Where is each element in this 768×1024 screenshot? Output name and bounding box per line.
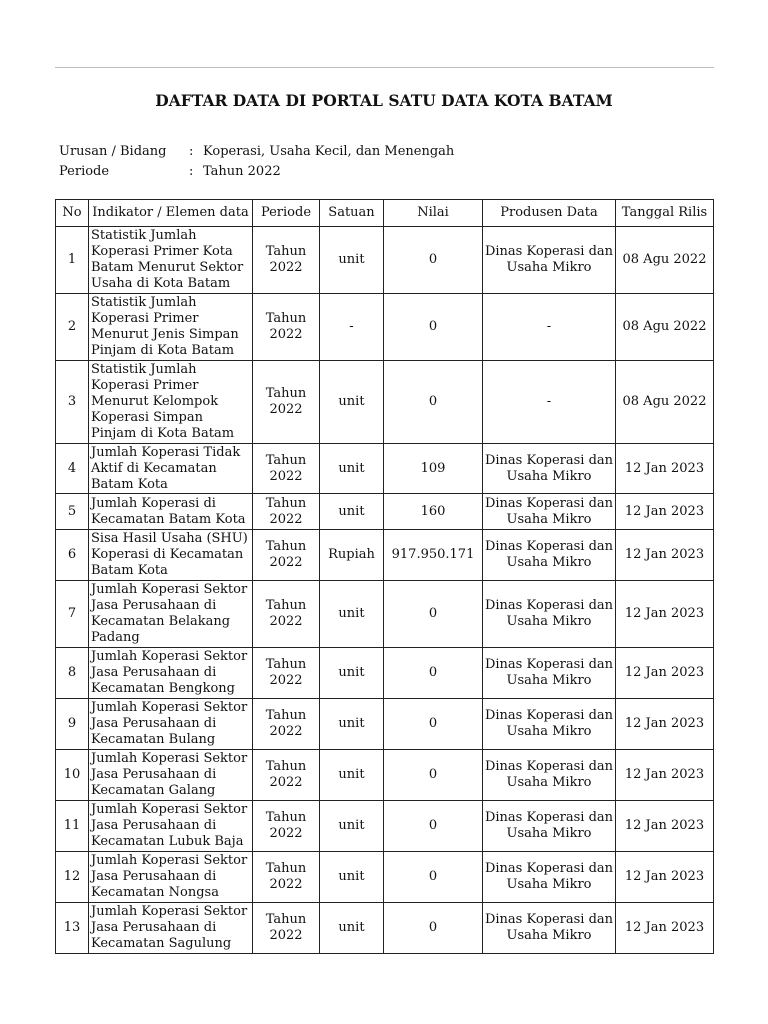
cell-tanggal: 12 Jan 2023 bbox=[616, 699, 714, 750]
cell-satuan: unit bbox=[320, 903, 384, 954]
cell-nilai: 0 bbox=[384, 801, 483, 852]
table-row bbox=[56, 227, 714, 294]
table-row bbox=[56, 294, 714, 361]
cell-tanggal: 12 Jan 2023 bbox=[616, 750, 714, 801]
cell-indikator: Jumlah Koperasi Sektor Jasa Perusahaan di Kecamatan Lubuk Baja bbox=[89, 801, 253, 852]
cell-periode: Tahun 2022 bbox=[253, 494, 320, 530]
cell-nilai: 0 bbox=[384, 699, 483, 750]
meta-row-urusan bbox=[59, 142, 454, 162]
cell-periode: Tahun 2022 bbox=[253, 530, 320, 581]
cell-periode: Tahun 2022 bbox=[253, 581, 320, 648]
cell-tanggal: 12 Jan 2023 bbox=[616, 530, 714, 581]
header-produsen: Produsen Data bbox=[483, 200, 616, 227]
cell-produsen: Dinas Koperasi dan Usaha Mikro bbox=[483, 581, 616, 648]
cell-produsen: Dinas Koperasi dan Usaha Mikro bbox=[483, 530, 616, 581]
cell-produsen: Dinas Koperasi dan Usaha Mikro bbox=[483, 648, 616, 699]
cell-produsen: Dinas Koperasi dan Usaha Mikro bbox=[483, 494, 616, 530]
cell-nilai: 0 bbox=[384, 294, 483, 361]
cell-no: 8 bbox=[56, 648, 89, 699]
table-header-row bbox=[56, 200, 714, 227]
cell-produsen: Dinas Koperasi dan Usaha Mikro bbox=[483, 227, 616, 294]
cell-satuan: unit bbox=[320, 361, 384, 444]
cell-nilai: 109 bbox=[384, 444, 483, 494]
header-satuan: Satuan bbox=[320, 200, 384, 227]
cell-tanggal: 08 Agu 2022 bbox=[616, 361, 714, 444]
cell-no: 13 bbox=[56, 903, 89, 954]
cell-satuan: unit bbox=[320, 581, 384, 648]
header-no: No bbox=[56, 200, 89, 227]
cell-no: 3 bbox=[56, 361, 89, 444]
cell-satuan: - bbox=[320, 294, 384, 361]
cell-produsen: - bbox=[483, 294, 616, 361]
cell-no: 1 bbox=[56, 227, 89, 294]
meta-value: Koperasi, Usaha Kecil, dan Menengah bbox=[203, 144, 455, 159]
cell-indikator: Jumlah Koperasi Sektor Jasa Perusahaan di Kecamatan Nongsa bbox=[89, 852, 253, 903]
cell-tanggal: 12 Jan 2023 bbox=[616, 648, 714, 699]
header-tanggal: Tanggal Rilis bbox=[616, 200, 714, 227]
cell-indikator: Jumlah Koperasi Sektor Jasa Perusahaan di Kecamatan Sagulung bbox=[89, 903, 253, 954]
table-body bbox=[56, 227, 714, 954]
cell-periode: Tahun 2022 bbox=[253, 801, 320, 852]
table-row bbox=[56, 852, 714, 903]
table-row bbox=[56, 801, 714, 852]
cell-no: 4 bbox=[56, 444, 89, 494]
data-table bbox=[55, 199, 714, 954]
cell-tanggal: 12 Jan 2023 bbox=[616, 801, 714, 852]
cell-tanggal: 12 Jan 2023 bbox=[616, 494, 714, 530]
meta-separator: : bbox=[189, 164, 194, 179]
cell-periode: Tahun 2022 bbox=[253, 648, 320, 699]
cell-produsen: - bbox=[483, 361, 616, 444]
table-row bbox=[56, 750, 714, 801]
cell-no: 7 bbox=[56, 581, 89, 648]
cell-periode: Tahun 2022 bbox=[253, 444, 320, 494]
table-row bbox=[56, 699, 714, 750]
cell-periode: Tahun 2022 bbox=[253, 361, 320, 444]
cell-no: 11 bbox=[56, 801, 89, 852]
cell-indikator: Jumlah Koperasi Sektor Jasa Perusahaan di Kecamatan Bulang bbox=[89, 699, 253, 750]
cell-no: 5 bbox=[56, 494, 89, 530]
cell-produsen: Dinas Koperasi dan Usaha Mikro bbox=[483, 852, 616, 903]
cell-nilai: 0 bbox=[384, 227, 483, 294]
cell-produsen: Dinas Koperasi dan Usaha Mikro bbox=[483, 444, 616, 494]
cell-satuan: unit bbox=[320, 750, 384, 801]
meta-label: Urusan / Bidang bbox=[59, 144, 167, 159]
cell-satuan: unit bbox=[320, 648, 384, 699]
cell-no: 9 bbox=[56, 699, 89, 750]
table-row bbox=[56, 530, 714, 581]
cell-satuan: unit bbox=[320, 227, 384, 294]
cell-periode: Tahun 2022 bbox=[253, 227, 320, 294]
cell-produsen: Dinas Koperasi dan Usaha Mikro bbox=[483, 699, 616, 750]
document-title: DAFTAR DATA DI PORTAL SATU DATA KOTA BATAM bbox=[155, 91, 613, 110]
cell-no: 6 bbox=[56, 530, 89, 581]
cell-tanggal: 08 Agu 2022 bbox=[616, 227, 714, 294]
cell-indikator: Jumlah Koperasi Sektor Jasa Perusahaan di Kecamatan Bengkong bbox=[89, 648, 253, 699]
cell-indikator: Jumlah Koperasi di Kecamatan Batam Kota bbox=[89, 494, 253, 530]
table-row bbox=[56, 581, 714, 648]
table-row bbox=[56, 361, 714, 444]
cell-nilai: 0 bbox=[384, 648, 483, 699]
cell-periode: Tahun 2022 bbox=[253, 294, 320, 361]
cell-satuan: unit bbox=[320, 444, 384, 494]
table-row bbox=[56, 444, 714, 494]
meta-label: Periode bbox=[59, 164, 110, 179]
cell-periode: Tahun 2022 bbox=[253, 750, 320, 801]
document-meta bbox=[59, 142, 454, 182]
cell-satuan: Rupiah bbox=[320, 530, 384, 581]
cell-produsen: Dinas Koperasi dan Usaha Mikro bbox=[483, 903, 616, 954]
cell-no: 10 bbox=[56, 750, 89, 801]
cell-tanggal: 08 Agu 2022 bbox=[616, 294, 714, 361]
cell-periode: Tahun 2022 bbox=[253, 852, 320, 903]
table-row bbox=[56, 494, 714, 530]
cell-periode: Tahun 2022 bbox=[253, 903, 320, 954]
header-indikator: Indikator / Elemen data bbox=[89, 200, 253, 227]
cell-indikator: Jumlah Koperasi Sektor Jasa Perusahaan di Kecamatan Galang bbox=[89, 750, 253, 801]
cell-indikator: Statistik Jumlah Koperasi Primer Menurut Jenis Simpan Pinjam di Kota Batam bbox=[89, 294, 253, 361]
cell-no: 12 bbox=[56, 852, 89, 903]
cell-satuan: unit bbox=[320, 699, 384, 750]
meta-row-periode bbox=[59, 162, 454, 182]
top-divider bbox=[55, 67, 714, 68]
cell-nilai: 0 bbox=[384, 903, 483, 954]
cell-produsen: Dinas Koperasi dan Usaha Mikro bbox=[483, 750, 616, 801]
cell-indikator: Jumlah Koperasi Tidak Aktif di Kecamatan Batam Kota bbox=[89, 444, 253, 494]
cell-satuan: unit bbox=[320, 801, 384, 852]
cell-indikator: Statistik Jumlah Koperasi Primer Menurut Kelompok Koperasi Simpan Pinjam di Kota Batam bbox=[89, 361, 253, 444]
meta-value: Tahun 2022 bbox=[203, 164, 281, 179]
cell-periode: Tahun 2022 bbox=[253, 699, 320, 750]
cell-satuan: unit bbox=[320, 852, 384, 903]
cell-no: 2 bbox=[56, 294, 89, 361]
table-row bbox=[56, 903, 714, 954]
header-periode: Periode bbox=[253, 200, 320, 227]
cell-indikator: Sisa Hasil Usaha (SHU) Koperasi di Kecamatan Batam Kota bbox=[89, 530, 253, 581]
cell-tanggal: 12 Jan 2023 bbox=[616, 581, 714, 648]
cell-nilai: 0 bbox=[384, 581, 483, 648]
cell-indikator: Statistik Jumlah Koperasi Primer Kota Batam Menurut Sektor Usaha di Kota Batam bbox=[89, 227, 253, 294]
cell-nilai: 0 bbox=[384, 750, 483, 801]
cell-tanggal: 12 Jan 2023 bbox=[616, 444, 714, 494]
cell-satuan: unit bbox=[320, 494, 384, 530]
meta-separator: : bbox=[189, 144, 194, 159]
cell-nilai: 160 bbox=[384, 494, 483, 530]
cell-nilai: 0 bbox=[384, 361, 483, 444]
cell-indikator: Jumlah Koperasi Sektor Jasa Perusahaan di Kecamatan Belakang Padang bbox=[89, 581, 253, 648]
header-nilai: Nilai bbox=[384, 200, 483, 227]
cell-tanggal: 12 Jan 2023 bbox=[616, 852, 714, 903]
cell-produsen: Dinas Koperasi dan Usaha Mikro bbox=[483, 801, 616, 852]
cell-tanggal: 12 Jan 2023 bbox=[616, 903, 714, 954]
cell-nilai: 0 bbox=[384, 852, 483, 903]
table-row bbox=[56, 648, 714, 699]
cell-nilai: 917.950.171 bbox=[384, 530, 483, 581]
